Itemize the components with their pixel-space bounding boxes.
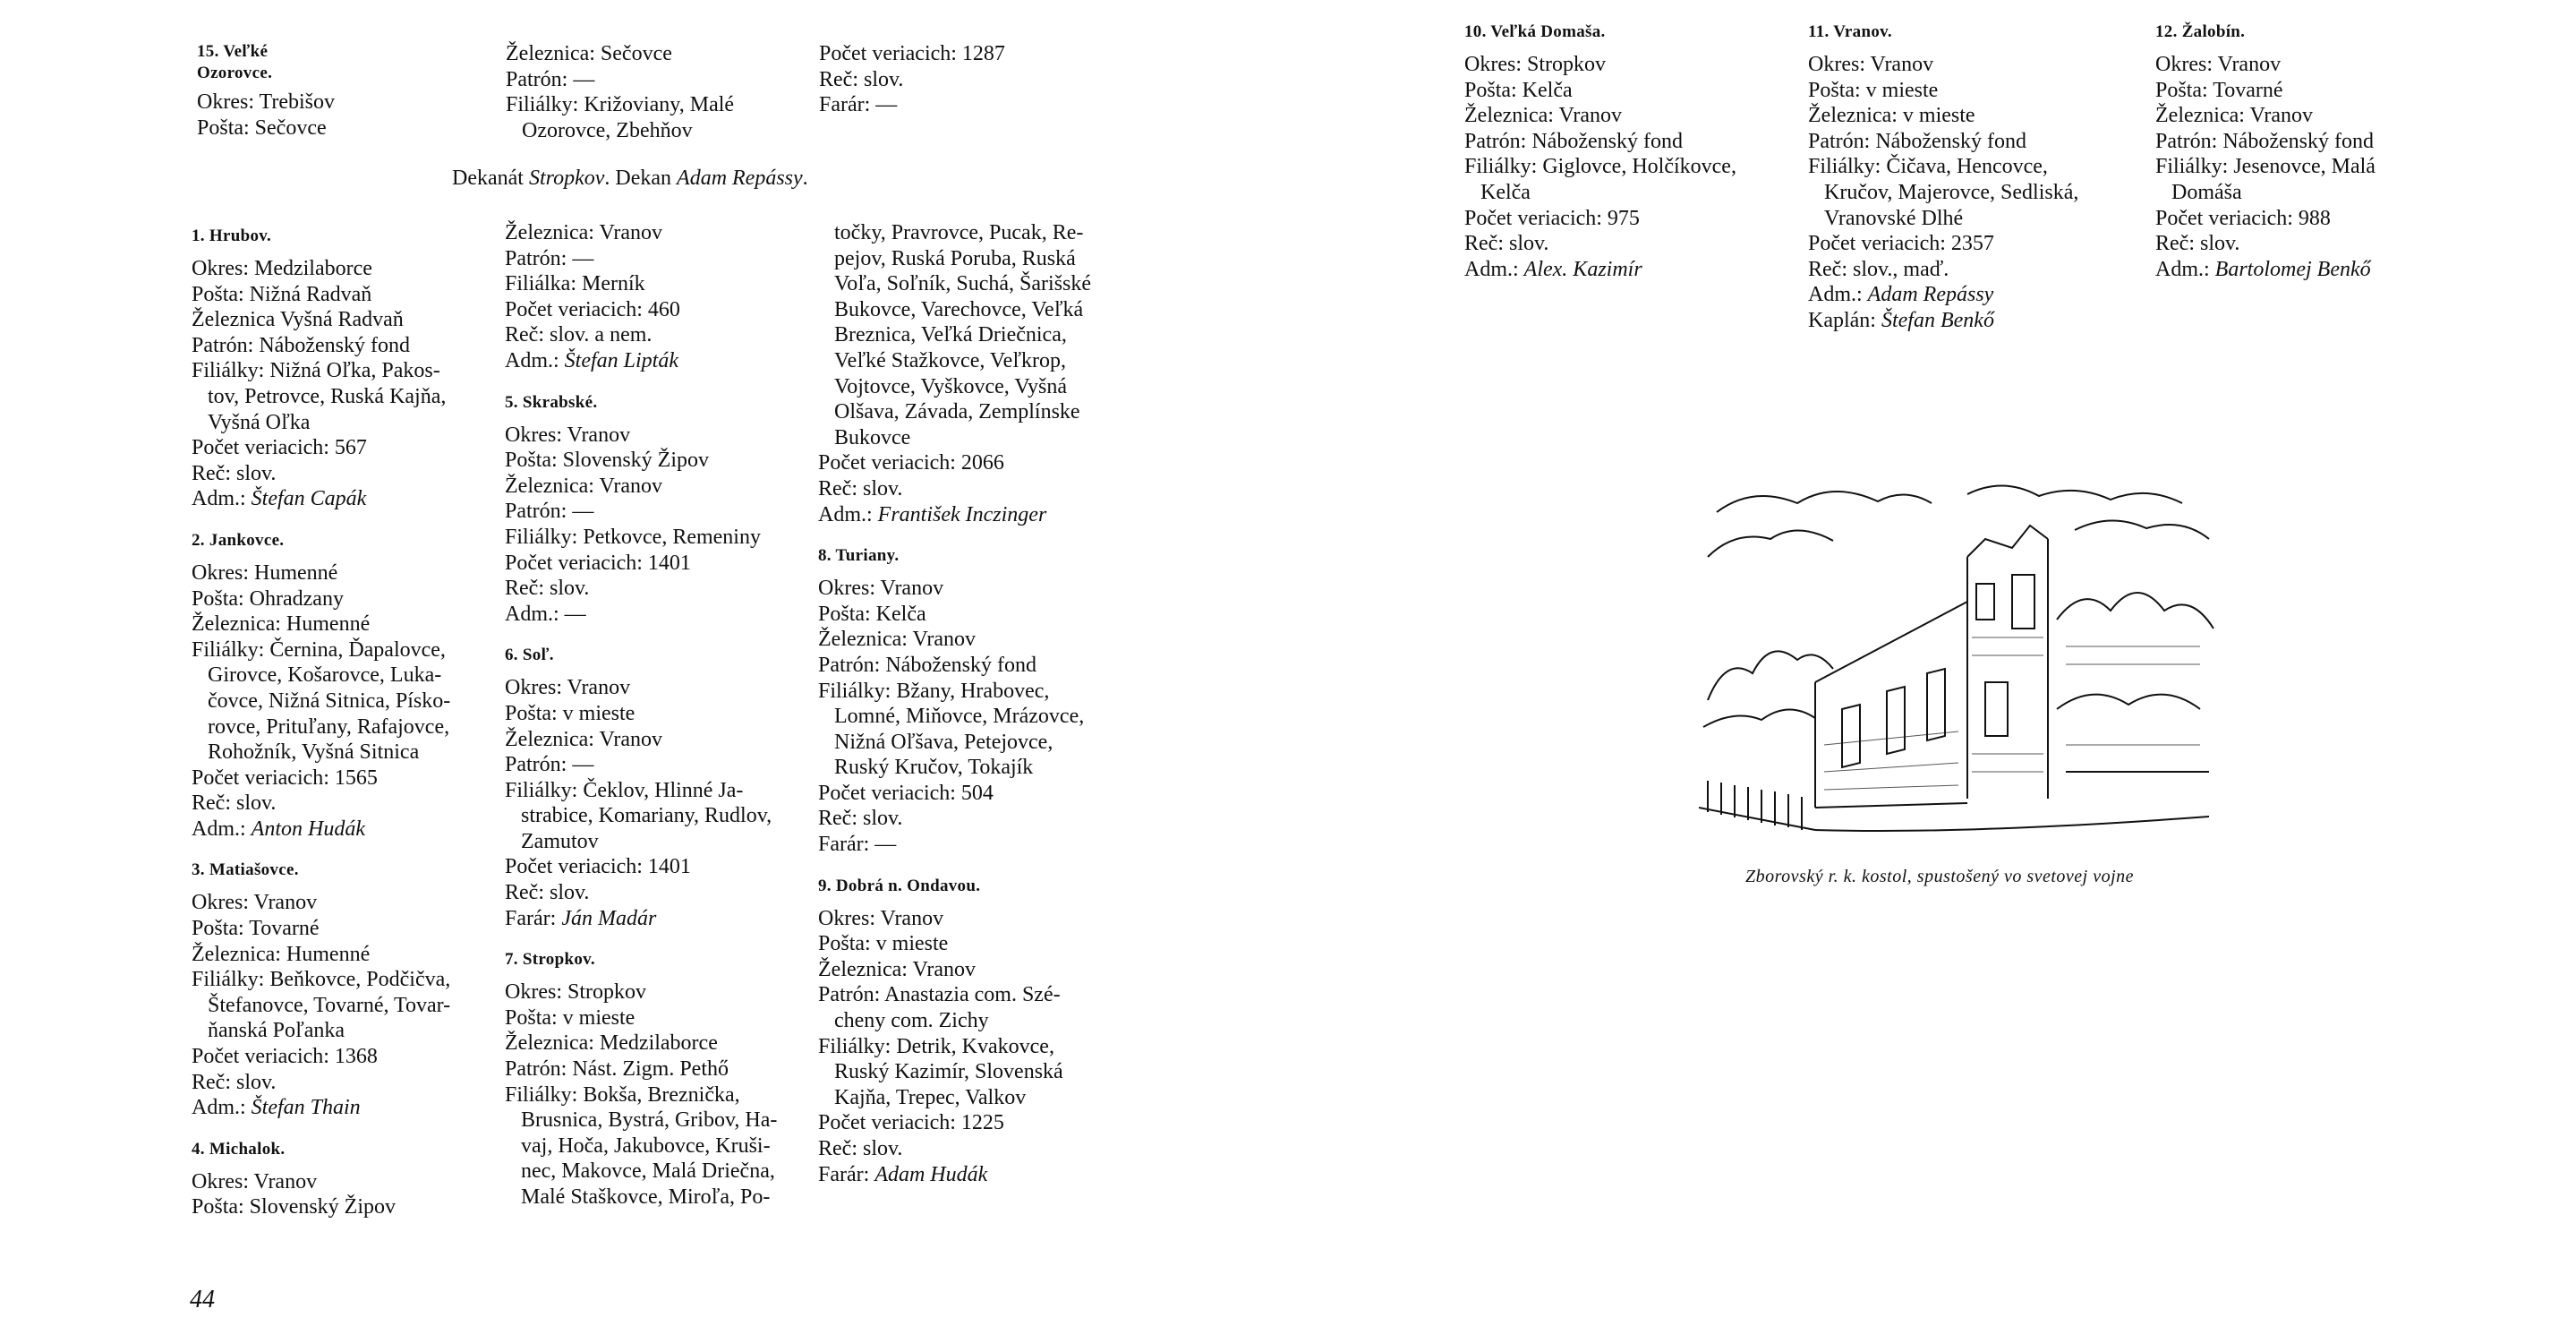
text-line: Reč: slov. <box>2155 232 2240 256</box>
text-line: Okres: Vranov <box>192 1169 318 1193</box>
text-line: Pošta: Kelča <box>1464 78 1573 102</box>
entry-15-col2 <box>506 41 734 143</box>
text-line: pejov, Ruská Poruba, Ruská <box>834 246 1076 270</box>
text-line: Železnica: Humenné <box>192 612 371 637</box>
text-line: nec, Makovce, Malá Driečna, <box>521 1159 775 1184</box>
text-line: Vojtovce, Vyškovce, Vyšná <box>834 374 1067 398</box>
text-line: Lomné, Miňovce, Mrázovce, <box>834 705 1085 729</box>
text-line: Kajňa, Trepec, Valkov <box>834 1085 1027 1109</box>
text-line: Pošta: Ohradzany <box>192 586 344 611</box>
text-line: Reč: slov., maď. <box>1808 257 1949 281</box>
entry-title: 7. Stropkov. <box>505 950 595 970</box>
text-line: Pošta: Nižná Radvaň <box>192 282 372 306</box>
admin-line: Adm.: Adam Repássy <box>1808 283 1994 307</box>
entry-title: 5. Skrabské. <box>505 392 598 412</box>
text-line: Filiálky: Bokša, Breznička, <box>505 1082 740 1107</box>
entry-title: 3. Matiašovce. <box>192 860 299 880</box>
text-line: Rohožník, Vyšná Sitnica <box>208 740 420 765</box>
text-line: Patrón: Nást. Zigm. Pethő <box>505 1057 729 1082</box>
text-line: Počet veriacich: 1368 <box>192 1045 378 1069</box>
text-line: Pošta: v mieste <box>818 932 949 956</box>
text-line: Filiálky: Jesenovce, Malá <box>2155 155 2376 179</box>
entry-title: 10. Veľká Domaša. <box>1464 22 1606 41</box>
text-line: Patrón: Anastazia com. Szé- <box>818 983 1061 1007</box>
text-line: Kelča <box>1480 180 1531 204</box>
text-line: Železnica: Sečovce <box>506 42 672 65</box>
text-line: Farár: — <box>819 93 898 117</box>
text-line: Bukovce, Varechovce, Veľká <box>834 297 1084 321</box>
text-line: Filiálky: Križoviany, Malé <box>506 93 735 117</box>
text-line: Patrón: Náboženský fond <box>1464 129 1683 153</box>
text-line: Pošta: Tovarné <box>192 917 320 941</box>
text-line: Železnica: Vranov <box>1464 104 1623 128</box>
text-line: Počet veriacich: 1287 <box>819 42 1005 65</box>
text-line: Počet veriacich: 504 <box>818 781 994 805</box>
text-line: Domáša <box>2171 180 2242 204</box>
text-line: Okres: Medzilaborce <box>192 257 372 280</box>
admin-line: Adm.: Štefan Capák <box>192 487 367 511</box>
admin-line: Adm.: Štefan Lipták <box>505 348 678 372</box>
entry-15-col3 <box>819 41 1005 118</box>
text-line: Okres: Vranov <box>1808 53 1934 76</box>
text-line: Reč: slov. <box>818 807 903 831</box>
text-line: Reč: slov. <box>192 791 277 816</box>
text-line: Počet veriacich: 1401 <box>505 855 691 879</box>
text-line: Reč: slov. <box>192 461 277 485</box>
entry-title: 8. Turiany. <box>818 546 900 566</box>
text-line: Patrón: Náboženský fond <box>192 333 410 357</box>
text-line: Okres: Vranov <box>505 676 631 700</box>
text-line: Filiálky: Čičava, Hencovce, <box>1808 155 2048 179</box>
text-line: Okres: Vranov <box>818 577 944 601</box>
church-ruin-illustration <box>1699 476 2218 843</box>
admin-line: Adm.: František Inczinger <box>818 502 1047 526</box>
text-line: strabice, Komariany, Rudlov, <box>521 804 772 828</box>
text-line: Filiálky: Bžany, Hrabovec, <box>818 679 1050 703</box>
dekanat-heading: Dekanát Stropkov. Dekan Adam Repássy. <box>452 167 808 190</box>
text-line: Filiálky: Beňkovce, Podčičva, <box>192 968 451 992</box>
text-line: Okres: Vranov <box>192 891 318 915</box>
text-line: Patrón: — <box>505 753 594 777</box>
text-line: Ruský Kazimír, Slovenská <box>834 1060 1063 1084</box>
text-line: Železnica: v mieste <box>1808 104 1975 128</box>
text-line: Reč: slov. <box>192 1070 277 1094</box>
left-column-3 <box>818 220 1091 1187</box>
dekanat-place: Stropkov <box>528 167 605 190</box>
text-line: Železnica: Medzilaborce <box>505 1031 718 1056</box>
admin-line: Adm.: Štefan Thain <box>192 1096 361 1120</box>
text-line: ňanská Poľanka <box>208 1019 345 1043</box>
text-line: Brusnica, Bystrá, Gribov, Ha- <box>521 1108 778 1133</box>
admin-line: Adm.: Anton Hudák <box>192 817 365 841</box>
page-number: 44 <box>190 1286 215 1313</box>
admin-line: Farár: Adam Hudák <box>818 1162 988 1186</box>
text-line: Girovce, Košarovce, Luka- <box>208 663 442 688</box>
text-line: Zamutov <box>521 829 599 853</box>
text-line: Počet veriacich: 567 <box>192 436 367 460</box>
entry-title: 6. Soľ. <box>505 646 554 665</box>
text-line: Železnica: Vranov <box>818 628 977 652</box>
entry-title: 15. Veľké Ozorovce. <box>197 42 273 82</box>
text-line: Filiálka: Merník <box>505 272 645 296</box>
entry-title: 11. Vranov. <box>1808 22 1892 41</box>
text-line: Železnica: Vranov <box>505 474 663 498</box>
right-column-3 <box>2155 21 2376 282</box>
text-line: Filiálky: Detrik, Kvakovce, <box>818 1034 1054 1058</box>
text-line: Kručov, Majerovce, Sedliská, <box>1824 180 2079 204</box>
text-line: tov, Petrovce, Ruská Kajňa, <box>208 384 447 408</box>
text-line: vaj, Hoča, Jakubovce, Kruši- <box>521 1133 771 1158</box>
text-line: Pošta: Kelča <box>818 602 926 626</box>
text-line: Okres: Humenné <box>192 560 338 585</box>
entry-15-col1 <box>197 90 335 141</box>
text-line: Patrón: Náboženský fond <box>2155 129 2374 153</box>
text-line: Ruský Kručov, Tokajík <box>834 756 1034 780</box>
text-line: Počet veriacich: 1401 <box>505 551 691 575</box>
entry-title: 12. Žalobín. <box>2155 22 2246 41</box>
text-line: Reč: slov. <box>1464 232 1549 256</box>
text-line: Filiálky: Černina, Ďapalovce, <box>192 637 446 662</box>
text-line: Reč: slov. <box>818 476 903 500</box>
text-line: Železnica: Humenné <box>192 942 371 966</box>
text-line: Reč: slov. <box>819 67 904 91</box>
text-line: Počet veriacich: 460 <box>505 297 680 321</box>
text-line: Malé Staškovce, Miroľa, Po- <box>521 1185 771 1209</box>
text-line: Patrón: — <box>505 500 594 524</box>
illustration-caption: Zborovský r. k. kostol, spustošený vo svetovej vojne <box>1745 867 2135 886</box>
text-line: Počet veriacich: 2357 <box>1808 232 1994 256</box>
text-line: Patrón: Náboženský fond <box>1808 129 2026 153</box>
entry-title: 1. Hrubov. <box>192 227 272 245</box>
text-line: Filiálky: Čeklov, Hlinné Ja- <box>505 778 744 802</box>
text-line: Pošta: Slovenský Žipov <box>192 1195 397 1219</box>
text-line: Reč: slov. a nem. <box>505 323 653 347</box>
text-line: Reč: slov. <box>505 881 590 905</box>
text-line: Železnica: Vranov <box>2155 104 2314 128</box>
text-line: Reč: slov. <box>818 1137 903 1160</box>
text-line: Voľa, Soľník, Suchá, Šarišské <box>834 272 1092 296</box>
text-line: Počet veriacich: 975 <box>1464 206 1640 230</box>
text-line: Farár: — <box>818 833 897 857</box>
text-line: Počet veriacich: 988 <box>2155 206 2331 230</box>
kaplan-line: Kaplán: Štefan Benkő <box>1808 308 1994 332</box>
text-line: Okres: Vranov <box>818 906 944 930</box>
text-line: Železnica Vyšná Radvaň <box>192 308 404 332</box>
admin-line: Farár: Ján Madár <box>505 906 657 930</box>
text-line: Okres: Vranov <box>2155 53 2282 76</box>
text-line: Filiálky: Nižná Oľka, Pakos- <box>192 359 440 383</box>
text-line: Adm.: — <box>505 602 586 626</box>
admin-line: Adm.: Bartolomej Benkő <box>2155 257 2371 281</box>
text-line: Patrón: — <box>505 246 594 270</box>
dean-name: Adam Repássy <box>677 167 803 190</box>
text-line: Železnica: Vranov <box>505 727 663 751</box>
entry-title: 2. Jankovce. <box>192 530 285 550</box>
text-line: Železnica: Vranov <box>505 221 663 244</box>
text-line: Počet veriacich: 2066 <box>818 451 1004 475</box>
text-line: cheny com. Zichy <box>834 1009 989 1033</box>
text-line: Bukovce <box>834 425 911 449</box>
right-column-1 <box>1464 21 1736 282</box>
text-line: Vyšná Oľka <box>208 410 311 434</box>
text-line: Pošta: Slovenský Žipov <box>505 449 710 473</box>
text-line: točky, Pravrovce, Pucak, Re- <box>834 221 1084 244</box>
text-line: Breznica, Veľká Driečnica, <box>834 323 1067 347</box>
text-line: Vranovské Dlhé <box>1824 206 1964 230</box>
right-column-2 <box>1808 21 2078 334</box>
text-line: Železnica: Vranov <box>818 957 977 981</box>
text-line: Filiálky: Petkovce, Remeniny <box>505 525 761 549</box>
left-column-1 <box>192 226 450 1220</box>
text-line: Počet veriacich: 1225 <box>818 1111 1004 1135</box>
text-line: Pošta: v mieste <box>1808 78 1939 102</box>
text-line: čovce, Nižná Sitnica, Písko- <box>208 689 451 713</box>
text-line: Pošta: Tovarné <box>2155 78 2283 102</box>
text-line: rovce, Prituľany, Rafajovce, <box>208 714 450 739</box>
text-line: Veľké Stažkovce, Veľkrop, <box>834 348 1066 372</box>
text-line: Pošta: Sečovce <box>197 115 327 140</box>
text-line: Okres: Stropkov <box>505 980 646 1005</box>
text-line: Štefanovce, Tovarné, Tovar- <box>208 993 451 1017</box>
text-line: Ozorovce, Zbehňov <box>522 118 693 142</box>
entry-title: 9. Dobrá n. Ondavou. <box>818 876 981 895</box>
admin-line: Adm.: Alex. Kazimír <box>1464 257 1642 281</box>
text-line: Okres: Vranov <box>505 423 631 447</box>
entry-title: 4. Michalok. <box>192 1139 286 1159</box>
text-line: Olšava, Závada, Zemplínske <box>834 400 1080 424</box>
text-line: Okres: Stropkov <box>1464 53 1606 76</box>
left-column-2 <box>505 220 777 1210</box>
text-line: Filiálky: Giglovce, Holčíkovce, <box>1464 155 1736 179</box>
text-line: Patrón: Náboženský fond <box>818 653 1036 677</box>
text-line: Okres: Trebišov <box>197 90 336 114</box>
text-line: Nižná Oľšava, Petejovce, <box>834 730 1053 754</box>
text-line: Patrón: — <box>506 67 595 91</box>
text-line: Počet veriacich: 1565 <box>192 766 378 790</box>
text-line: Reč: slov. <box>505 577 590 601</box>
text-line: Pošta: v mieste <box>505 1005 635 1030</box>
text-line: Pošta: v mieste <box>505 701 635 725</box>
